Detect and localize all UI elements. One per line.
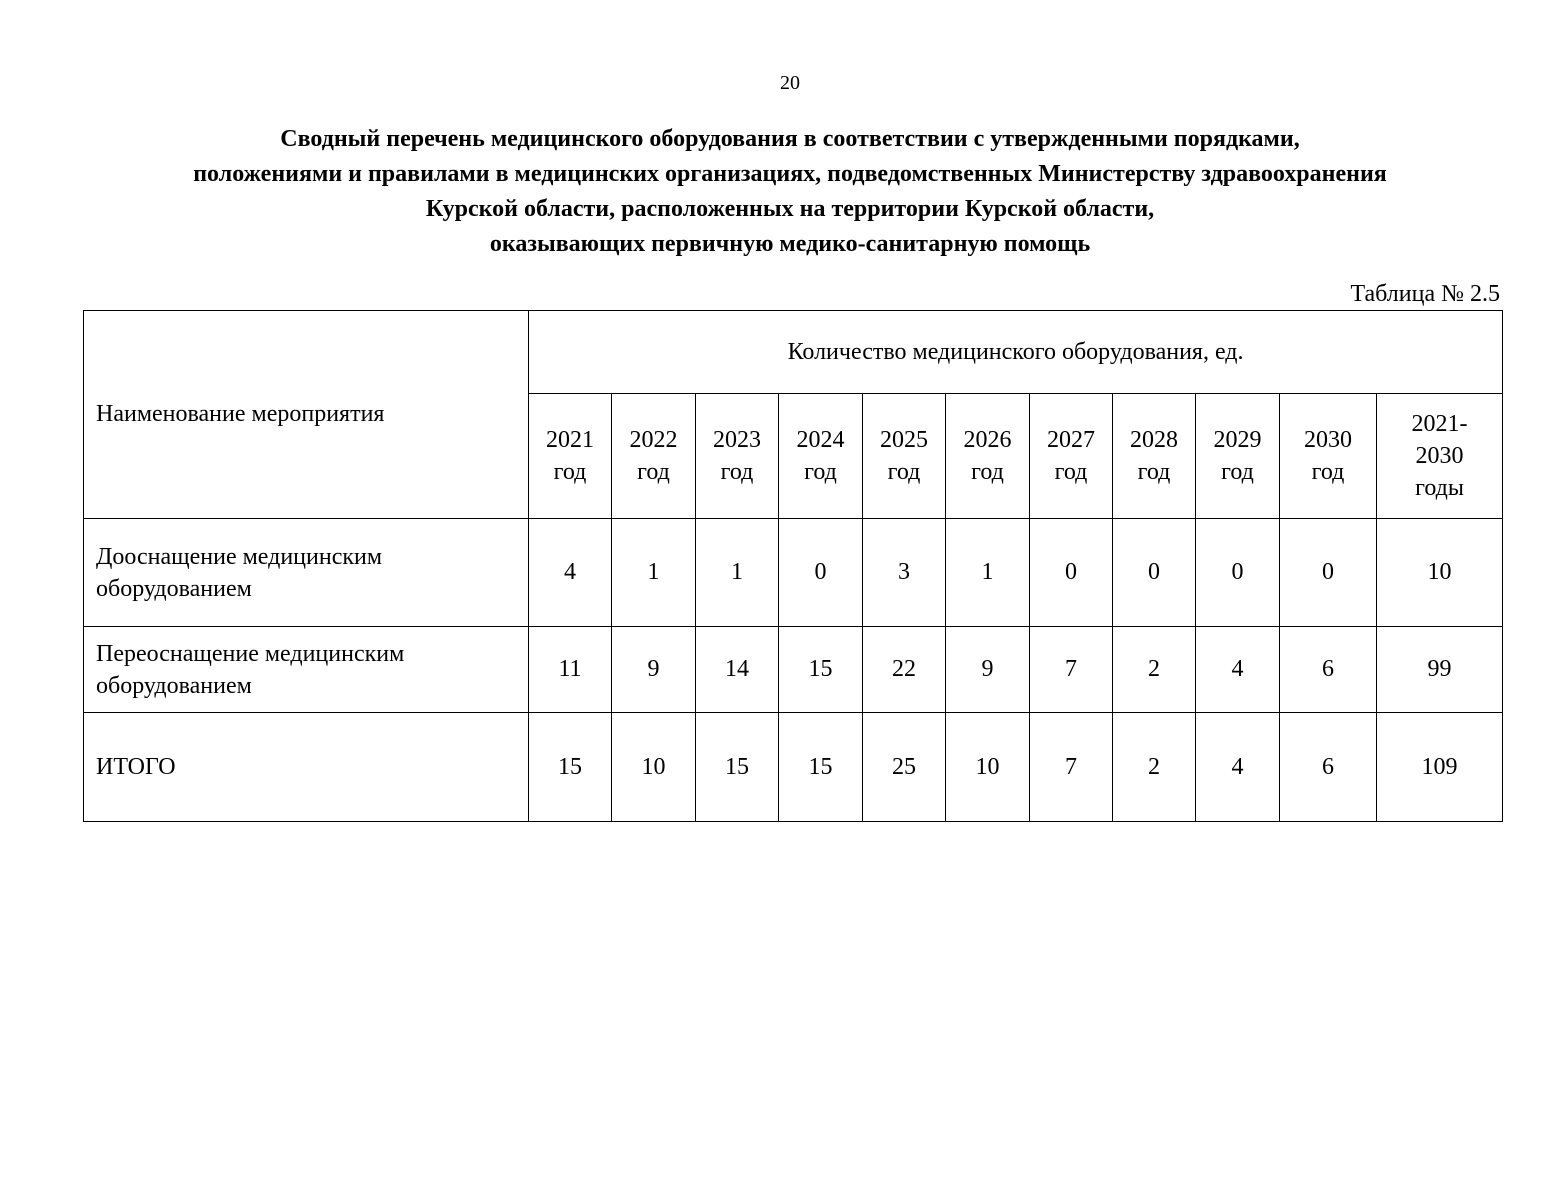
value-cell: 0 xyxy=(1030,519,1113,627)
year-header: 2027 год xyxy=(1030,394,1113,519)
row-label: Дооснащение медицинским оборудованием xyxy=(84,519,529,627)
total-cell: 10 xyxy=(1377,519,1503,627)
row-label: ИТОГО xyxy=(84,713,529,822)
equipment-table xyxy=(83,310,1503,822)
value-cell: 11 xyxy=(529,627,612,713)
year-header: 2025 год xyxy=(863,394,946,519)
total-cell: 109 xyxy=(1377,713,1503,822)
value-cell: 15 xyxy=(779,713,863,822)
table-row xyxy=(84,519,1503,627)
value-cell: 0 xyxy=(1113,519,1196,627)
year-header: 2022 год xyxy=(612,394,696,519)
title-line: положениями и правилами в медицинских организациях, подведомственных Министерству здравоохранения xyxy=(193,161,1387,187)
value-cell: 0 xyxy=(1280,519,1377,627)
value-cell: 7 xyxy=(1030,627,1113,713)
name-column-header: Наименование мероприятия xyxy=(84,311,529,519)
value-cell: 1 xyxy=(612,519,696,627)
year-header: 2028 год xyxy=(1113,394,1196,519)
value-cell: 25 xyxy=(863,713,946,822)
total-cell: 99 xyxy=(1377,627,1503,713)
quantity-group-header: Количество медицинского оборудования, ед. xyxy=(529,311,1503,394)
value-cell: 0 xyxy=(1196,519,1280,627)
value-cell: 7 xyxy=(1030,713,1113,822)
year-header: 2024 год xyxy=(779,394,863,519)
value-cell: 9 xyxy=(946,627,1030,713)
total-period-header: 2021- 2030 годы xyxy=(1377,394,1503,519)
value-cell: 4 xyxy=(1196,713,1280,822)
value-cell: 1 xyxy=(696,519,779,627)
value-cell: 14 xyxy=(696,627,779,713)
year-header: 2029 год xyxy=(1196,394,1280,519)
value-cell: 2 xyxy=(1113,627,1196,713)
year-header: 2030 год xyxy=(1280,394,1377,519)
value-cell: 10 xyxy=(946,713,1030,822)
title-line: Сводный перечень медицинского оборудования в соответствии с утвержденными порядками, xyxy=(280,126,1300,152)
value-cell: 22 xyxy=(863,627,946,713)
value-cell: 15 xyxy=(779,627,863,713)
value-cell: 15 xyxy=(696,713,779,822)
table-caption: Таблица № 2.5 xyxy=(1350,281,1500,307)
year-header: 2026 год xyxy=(946,394,1030,519)
page-number: 20 xyxy=(780,72,800,94)
value-cell: 9 xyxy=(612,627,696,713)
value-cell: 0 xyxy=(779,519,863,627)
value-cell: 4 xyxy=(1196,627,1280,713)
value-cell: 15 xyxy=(529,713,612,822)
table-row xyxy=(84,627,1503,713)
value-cell: 4 xyxy=(529,519,612,627)
table-row-total xyxy=(84,713,1503,822)
value-cell: 1 xyxy=(946,519,1030,627)
value-cell: 2 xyxy=(1113,713,1196,822)
value-cell: 6 xyxy=(1280,627,1377,713)
value-cell: 3 xyxy=(863,519,946,627)
title-line: оказывающих первичную медико-санитарную помощь xyxy=(489,231,1091,257)
value-cell: 10 xyxy=(612,713,696,822)
year-header: 2023 год xyxy=(696,394,779,519)
title-line: Курской области, расположенных на территории Курской области, xyxy=(425,196,1155,222)
value-cell: 6 xyxy=(1280,713,1377,822)
row-label: Переоснащение медицинским оборудованием xyxy=(84,627,529,713)
year-header: 2021 год xyxy=(529,394,612,519)
document-title xyxy=(40,122,1540,262)
